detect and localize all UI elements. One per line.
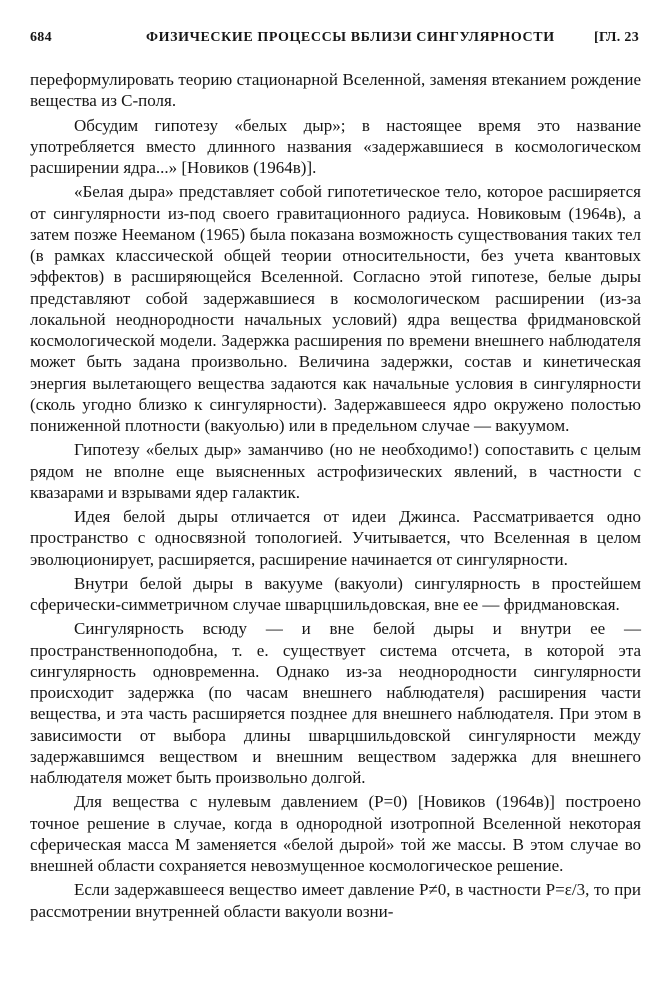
paragraph: Внутри белой дыры в вакууме (вакуоли) сингулярность в простейшем сферически-симметричном случае шварцшильдовская, вне ее — фридмановская.: [30, 573, 641, 614]
running-header: [30, 30, 639, 52]
paragraph: «Белая дыра» представляет собой гипотетическое тело, которое расширяется от сингулярности из-под своего гравитационного радиуса. Новиковым (1964в), а затем позже Нееманом (1965) была показана возможность существования таких тел (в рамках классической общей теории относительности, без учета квантовых эффектов) в расширяющейся Вселенной. Согласно этой гипотезе, белые дыры представляют собой задержавшиеся в космологическом расширении (из-за локальной неоднородности начальных условий) ядра вещества фридмановской космологической модели. Задержка расширения по времени внешнего наблюдателя может быть задана произвольно. Величина задержки, состав и кинетическая энергия вылетающего вещества задаются как начальные условия в сингулярности (сколь угодно близко к сингулярности). Задержавшееся ядро окружено полостью пониженной плотности (вакуолью) или в предельном случае — вакуумом.: [30, 182, 641, 435]
chapter-label: [ГЛ. 23: [594, 30, 639, 45]
body-text: [30, 69, 641, 922]
paragraph: переформулировать теорию стационарной Вселенной, заменяя втеканием рождение вещества из C-поля.: [30, 70, 641, 111]
paragraph: Обсудим гипотезу «белых дыр»; в настоящее время это название употребляется вместо длинного названия «задержавшиеся в космологическом расширении ядра...» [Новиков (1964в)].: [30, 115, 641, 177]
paragraph: Для вещества с нулевым давлением (P=0) [Новиков (1964в)] построено точное решение в случае, когда в однородной изотропной Вселенной некоторая сферическая масса M заменяется «белой дырой» той же массы. В этом случае во внешней области сохраняется невозмущенное космологическое решение.: [30, 792, 641, 875]
paragraph: Идея белой дыры отличается от идеи Джинса. Рассматривается одно пространство с односвязной топологией. Учитывается, что Вселенная в целом эволюционирует, расширяется, расширение начинается от сингулярности.: [30, 507, 641, 569]
paragraph: Гипотезу «белых дыр» заманчиво (но не необходимо!) сопоставить с целым рядом не вполне еще выясненных астрофизических явлений, в частности с квазарами и взрывами ядер галактик.: [30, 440, 641, 502]
page-number: 684: [30, 30, 52, 45]
running-title: ФИЗИЧЕСКИЕ ПРОЦЕССЫ ВБЛИЗИ СИНГУЛЯРНОСТИ: [146, 30, 555, 45]
paragraph: Если задержавшееся вещество имеет давление P≠0, в частности P=ε/3, то при рассмотрении внутренней области вакуоли возни-: [30, 880, 641, 921]
paragraph: Сингулярность всюду — и вне белой дыры и внутри ее — пространственноподобна, т. е. существует система отсчета, в которой эта сингулярность одновременна. Однако из-за неоднородности сингулярности происходит задержка (по часам внешнего наблюдателя) расширения части вещества, и эта часть расширяется позднее для внешнего наблюдателя. При этом в зависимости от выбора длины шварцшильдовской сингулярности между задержавшимся веществом и внешним веществом задержка для внешнего наблюдателя может быть произвольно долгой.: [30, 619, 641, 787]
